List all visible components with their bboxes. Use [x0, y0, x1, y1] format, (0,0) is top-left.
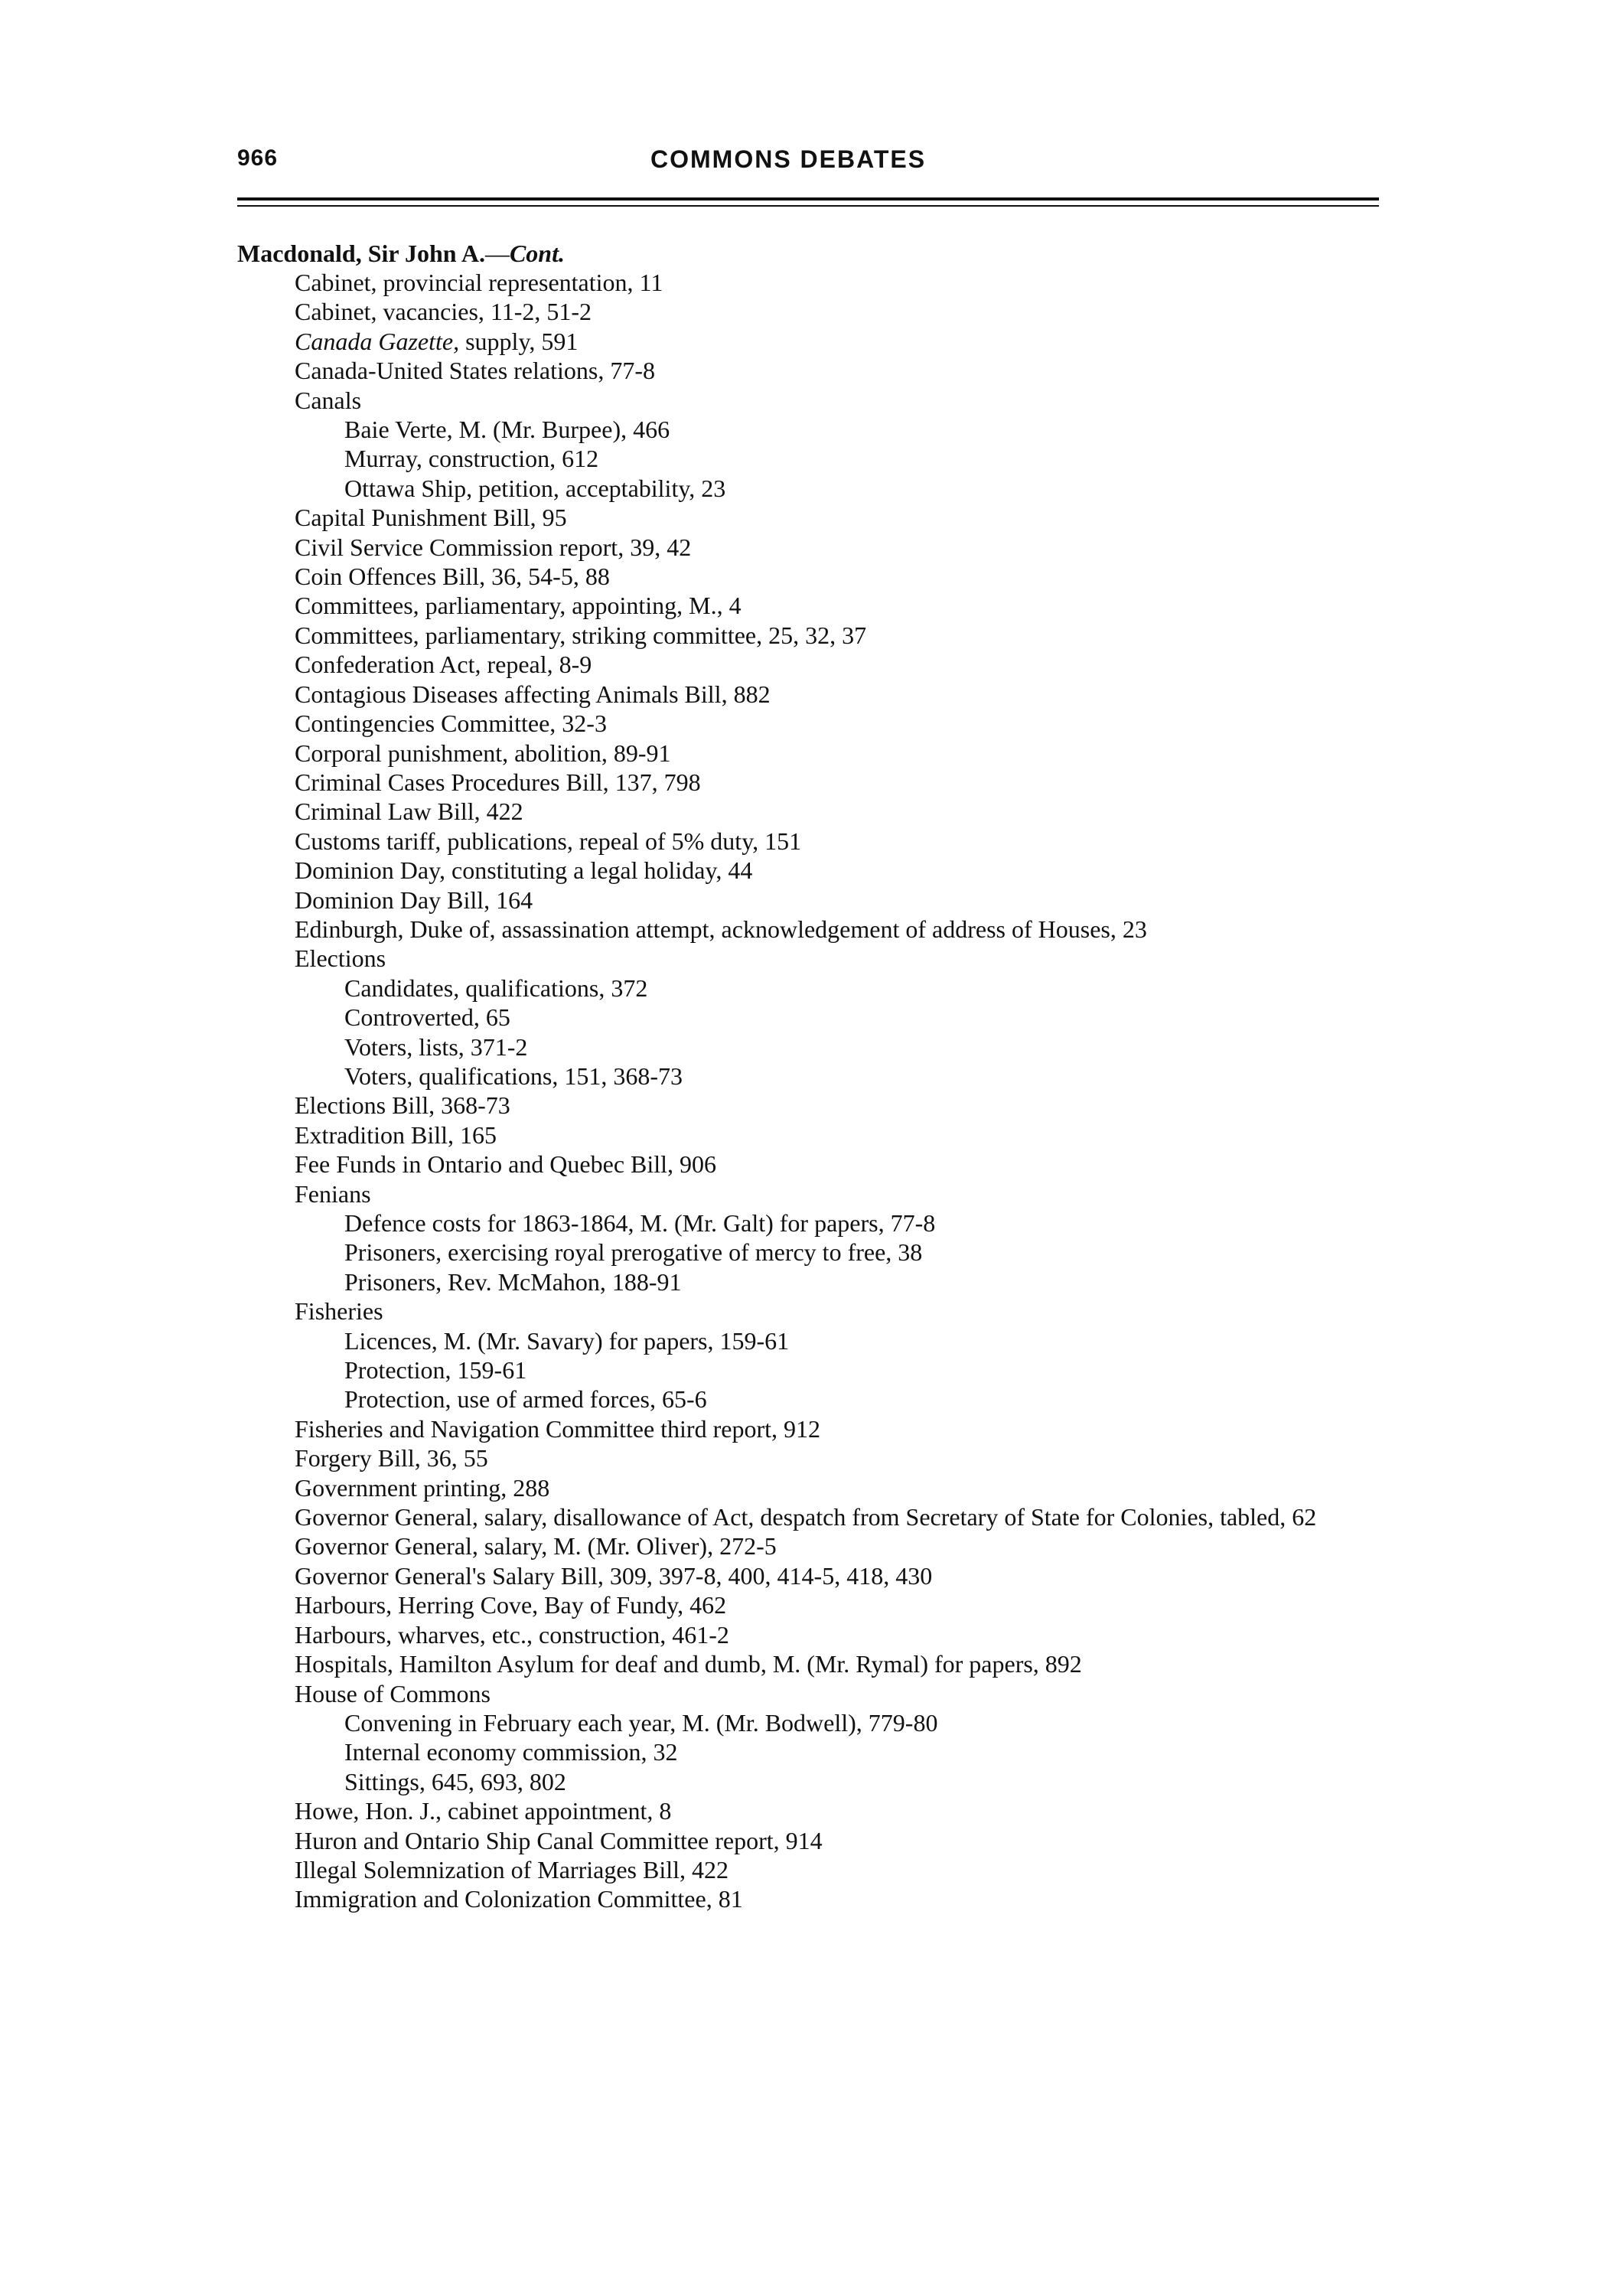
- heading-continued: Cont.: [509, 240, 565, 267]
- entry-italic-title: Canada Gazette,: [295, 327, 460, 355]
- index-entry: [237, 1296, 1379, 1326]
- index-subentry: [237, 1767, 1379, 1796]
- entry-text: Baie Verte, M. (Mr. Burpee), 466: [344, 416, 670, 444]
- entry-text: Committees, parliamentary, appointing, M., 4: [295, 592, 742, 620]
- entry-text: Government printing, 288: [295, 1473, 550, 1502]
- index-entry: [237, 739, 1379, 768]
- entry-text: Immigration and Colonization Committee, 81: [295, 1885, 743, 1913]
- entry-text: Murray, construction, 612: [344, 445, 599, 473]
- index-entry: [237, 856, 1379, 885]
- index-entry: [237, 1531, 1379, 1561]
- index-entry: [237, 1150, 1379, 1179]
- index-entry: [237, 797, 1379, 826]
- entry-text: Ottawa Ship, petition, acceptability, 23: [344, 474, 726, 502]
- entry-text: Edinburgh, Duke of, assassination attempt, acknowledgement of address of Houses, 23: [295, 915, 1147, 943]
- entry-text: Protection, 159-61: [344, 1356, 527, 1384]
- entry-text: Fisheries and Navigation Committee third report, 912: [295, 1414, 820, 1443]
- entry-text: Dominion Day Bill, 164: [295, 885, 533, 914]
- index-subentry: [237, 1326, 1379, 1355]
- entry-text: Cabinet, provincial representation, 11: [295, 269, 663, 296]
- index-entry: [237, 709, 1379, 738]
- entry-text: Harbours, wharves, etc., construction, 461-2: [295, 1620, 729, 1649]
- index-entry: [237, 1091, 1379, 1120]
- entry-text: Confederation Act, repeal, 8-9: [295, 651, 592, 679]
- entry-text: Canada-United States relations, 77-8: [295, 357, 655, 385]
- entry-text: Prisoners, Rev. McMahon, 188-91: [344, 1267, 682, 1296]
- index-entry: [237, 768, 1379, 797]
- index-subentry: [237, 415, 1379, 444]
- entry-text: Criminal Law Bill, 422: [295, 797, 523, 826]
- entry-text: Voters, qualifications, 151, 368-73: [344, 1062, 683, 1090]
- index-entry: [237, 1679, 1379, 1708]
- index-entry: [237, 1561, 1379, 1590]
- index-subentry: [237, 1003, 1379, 1032]
- entry-text: Governor General's Salary Bill, 309, 397-8, 400, 414-5, 418, 430: [295, 1561, 933, 1590]
- index-entry: [237, 1473, 1379, 1502]
- entry-text: Corporal punishment, abolition, 89-91: [295, 739, 671, 767]
- index-subentry: [237, 1032, 1379, 1062]
- index-subentry: [237, 1238, 1379, 1267]
- index-subentry: [237, 474, 1379, 503]
- entry-text: Protection, use of armed forces, 65-6: [344, 1385, 707, 1414]
- entry-text: Criminal Cases Procedures Bill, 137, 798: [295, 768, 701, 796]
- entry-text: Huron and Ontario Ship Canal Committee report, 914: [295, 1826, 823, 1854]
- index-entry: [237, 827, 1379, 856]
- index-entry: [237, 297, 1379, 326]
- entry-text: Governor General, salary, disallowance of Act, despatch from Secretary of State for Colonies, tabled, 62: [295, 1503, 1317, 1531]
- index-entry: [237, 1620, 1379, 1649]
- index-entry: [237, 1502, 1379, 1531]
- entry-text: Howe, Hon. J., cabinet appointment, 8: [295, 1797, 672, 1825]
- entry-text: Licences, M. (Mr. Savary) for papers, 159-61: [344, 1326, 790, 1355]
- entry-text: Governor General, salary, M. (Mr. Oliver), 272-5: [295, 1532, 777, 1561]
- entry-text: Sittings, 645, 693, 802: [344, 1767, 566, 1795]
- entry-text: Illegal Solemnization of Marriages Bill, 422: [295, 1855, 729, 1883]
- header-rule-thick: [237, 197, 1379, 201]
- entry-text: Convening in February each year, M. (Mr. Bodwell), 779-80: [344, 1708, 938, 1737]
- index-entry: [237, 885, 1379, 915]
- entry-text: Customs tariff, publications, repeal of 5% duty, 151: [295, 827, 802, 855]
- entry-text: Elections: [295, 944, 386, 973]
- index-subentry: [237, 1384, 1379, 1414]
- index-block: [237, 239, 1379, 1914]
- entry-text: Capital Punishment Bill, 95: [295, 504, 567, 532]
- index-subentry: [237, 974, 1379, 1003]
- index-entry: [237, 680, 1379, 709]
- entry-text: Contagious Diseases affecting Animals Bill, 882: [295, 680, 771, 708]
- heading-name: Macdonald, Sir John A.: [237, 240, 485, 267]
- entry-text: House of Commons: [295, 1679, 491, 1707]
- index-entry: [237, 1855, 1379, 1884]
- entry-text: Dominion Day, constituting a legal holiday, 44: [295, 856, 753, 885]
- page-number: 966: [237, 145, 279, 171]
- index-entry: [237, 1796, 1379, 1825]
- entry-text: Civil Service Commission report, 39, 42: [295, 533, 692, 561]
- entry-text: Hospitals, Hamilton Asylum for deaf and dumb, M. (Mr. Rymal) for papers, 892: [295, 1650, 1082, 1678]
- index-entry: [237, 386, 1379, 415]
- running-head: COMMONS DEBATES: [650, 145, 927, 173]
- index-entry: [237, 1120, 1379, 1150]
- index-entry: [237, 268, 1379, 297]
- entry-text: Cabinet, vacancies, 11-2, 51-2: [295, 298, 592, 326]
- index-entry: [237, 944, 1379, 973]
- entry-text: Fee Funds in Ontario and Quebec Bill, 906: [295, 1150, 717, 1179]
- index-entry: [237, 1649, 1379, 1678]
- entry-text: Extradition Bill, 165: [295, 1120, 497, 1149]
- index-entry: [237, 327, 1379, 356]
- entry-text: Committees, parliamentary, striking committee, 25, 32, 37: [295, 621, 867, 649]
- index-entry: [237, 533, 1379, 562]
- entry-text: Contingencies Committee, 32-3: [295, 709, 607, 738]
- index-entry: [237, 1590, 1379, 1619]
- index-entry: [237, 1884, 1379, 1913]
- entry-text: Harbours, Herring Cove, Bay of Fundy, 462: [295, 1591, 727, 1619]
- index-entry: [237, 915, 1379, 944]
- index-entry: [237, 1179, 1379, 1208]
- entry-text: Candidates, qualifications, 372: [344, 974, 648, 1002]
- heading-dash: —: [484, 240, 510, 267]
- entry-text: supply, 591: [459, 327, 579, 355]
- index-subentry: [237, 1208, 1379, 1238]
- entry-text: Voters, lists, 371-2: [344, 1032, 528, 1061]
- index-entry: [237, 503, 1379, 532]
- index-entry: [237, 1826, 1379, 1855]
- index-entry: [237, 356, 1379, 385]
- index-entry: [237, 1414, 1379, 1443]
- index-subentry: [237, 1737, 1379, 1766]
- index-entry: [237, 562, 1379, 591]
- index-subentry: [237, 1062, 1379, 1091]
- index-subentry: [237, 444, 1379, 473]
- index-entry: [237, 621, 1379, 650]
- index-heading: [237, 239, 1379, 268]
- entry-text: Elections Bill, 368-73: [295, 1091, 510, 1120]
- entry-text: Canals: [295, 386, 362, 414]
- page-header: [237, 145, 1379, 184]
- index-entries: [237, 268, 1379, 1914]
- entry-text: Coin Offences Bill, 36, 54-5, 88: [295, 563, 610, 591]
- entry-text: Fisheries: [295, 1297, 383, 1326]
- entry-text: Fenians: [295, 1179, 371, 1208]
- index-subentry: [237, 1267, 1379, 1296]
- entry-text: Defence costs for 1863-1864, M. (Mr. Galt) for papers, 77-8: [344, 1209, 936, 1237]
- entry-text: Forgery Bill, 36, 55: [295, 1444, 488, 1473]
- index-entry: [237, 591, 1379, 620]
- entry-text: Prisoners, exercising royal prerogative of mercy to free, 38: [344, 1238, 923, 1267]
- index-entry: [237, 650, 1379, 679]
- index-entry: [237, 1443, 1379, 1473]
- entry-text: Controverted, 65: [344, 1003, 510, 1032]
- entry-text: Internal economy commission, 32: [344, 1738, 678, 1766]
- index-subentry: [237, 1708, 1379, 1737]
- header-rule-thin: [237, 205, 1379, 207]
- index-subentry: [237, 1355, 1379, 1384]
